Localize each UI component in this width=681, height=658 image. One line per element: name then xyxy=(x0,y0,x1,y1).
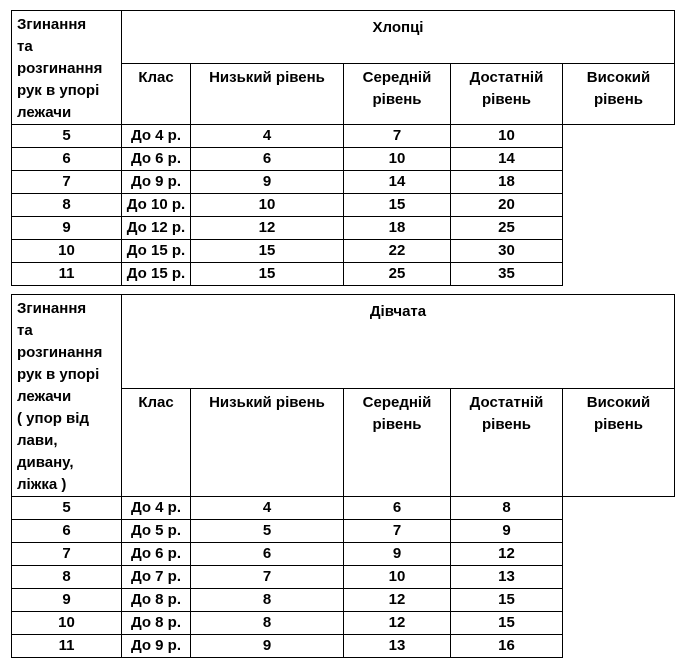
col-header-medium: Середній рівень xyxy=(344,389,451,497)
sufficient-level-cell: 18 xyxy=(344,217,451,240)
high-level-cell: 8 xyxy=(451,497,563,520)
exercise-label-line: лежачи xyxy=(17,104,72,121)
high-level-cell: 35 xyxy=(451,263,563,286)
high-level-cell: 13 xyxy=(451,566,563,589)
sufficient-level-cell: 12 xyxy=(344,589,451,612)
col-header-medium: Середній рівень xyxy=(344,64,451,125)
sufficient-level-cell: 6 xyxy=(344,497,451,520)
class-cell: 10 xyxy=(12,612,122,635)
low-level-cell: До 9 р. xyxy=(122,635,191,658)
class-cell: 5 xyxy=(12,497,122,520)
class-cell: 8 xyxy=(12,194,122,217)
medium-level-cell: 15 xyxy=(191,240,344,263)
sufficient-level-cell: 13 xyxy=(344,635,451,658)
exercise-label-line: ліжка ) xyxy=(17,476,67,493)
table-row xyxy=(12,543,675,566)
table-row xyxy=(12,497,675,520)
exercise-label xyxy=(17,298,121,496)
group-header-row xyxy=(12,295,675,389)
high-level-cell: 12 xyxy=(451,543,563,566)
high-level-cell: 18 xyxy=(451,171,563,194)
table-row xyxy=(12,635,675,658)
col-header-class: Клас xyxy=(122,389,191,497)
sufficient-level-cell: 7 xyxy=(344,520,451,543)
table-row xyxy=(12,240,675,263)
class-cell: 10 xyxy=(12,240,122,263)
medium-level-cell: 12 xyxy=(191,217,344,240)
class-cell: 11 xyxy=(12,635,122,658)
class-cell: 11 xyxy=(12,263,122,286)
table-row xyxy=(12,566,675,589)
low-level-cell: До 8 р. xyxy=(122,612,191,635)
girls-norms-table xyxy=(11,294,675,658)
class-cell: 6 xyxy=(12,520,122,543)
low-level-cell: До 5 р. xyxy=(122,520,191,543)
low-level-cell: До 9 р. xyxy=(122,171,191,194)
medium-level-cell: 4 xyxy=(191,125,344,148)
medium-level-cell: 6 xyxy=(191,148,344,171)
table-row xyxy=(12,589,675,612)
sufficient-level-cell: 22 xyxy=(344,240,451,263)
col-header-low: Низький рівень xyxy=(191,64,344,125)
high-level-cell: 15 xyxy=(451,612,563,635)
exercise-label-line: та xyxy=(17,38,33,55)
exercise-label-line: розгинання xyxy=(17,60,103,77)
high-level-cell: 9 xyxy=(451,520,563,543)
exercise-label-line: рук в упорі xyxy=(17,366,100,383)
class-cell: 5 xyxy=(12,125,122,148)
class-cell: 7 xyxy=(12,543,122,566)
sufficient-level-cell: 14 xyxy=(344,171,451,194)
class-cell: 8 xyxy=(12,566,122,589)
exercise-label-line: Згинання xyxy=(17,300,87,317)
table-row xyxy=(12,612,675,635)
low-level-cell: До 15 р. xyxy=(122,263,191,286)
high-level-cell: 30 xyxy=(451,240,563,263)
high-level-cell: 20 xyxy=(451,194,563,217)
sufficient-level-cell: 10 xyxy=(344,566,451,589)
table-row xyxy=(12,125,675,148)
sufficient-level-cell: 25 xyxy=(344,263,451,286)
high-level-cell: 14 xyxy=(451,148,563,171)
col-header-sufficient: Достатній рівень xyxy=(451,64,563,125)
exercise-label-line: лави, xyxy=(17,432,58,449)
exercise-label-line: ( упор від xyxy=(17,410,89,427)
group-title-girls: Дівчата xyxy=(122,295,675,389)
medium-level-cell: 4 xyxy=(191,497,344,520)
medium-level-cell: 10 xyxy=(191,194,344,217)
exercise-label-line: Згинання xyxy=(17,16,87,33)
low-level-cell: До 8 р. xyxy=(122,589,191,612)
exercise-label-cell xyxy=(12,295,122,497)
group-header-row xyxy=(12,11,675,64)
sufficient-level-cell: 7 xyxy=(344,125,451,148)
exercise-label-line: дивану, xyxy=(17,454,74,471)
exercise-label-line: рук в упорі xyxy=(17,82,100,99)
sufficient-level-cell: 15 xyxy=(344,194,451,217)
medium-level-cell: 5 xyxy=(191,520,344,543)
table-row xyxy=(12,194,675,217)
low-level-cell: До 12 р. xyxy=(122,217,191,240)
group-title-boys: Хлопці xyxy=(122,11,675,64)
low-level-cell: До 6 р. xyxy=(122,148,191,171)
table-row xyxy=(12,171,675,194)
col-header-high: Високий рівень xyxy=(563,64,675,125)
table-row xyxy=(12,148,675,171)
high-level-cell: 10 xyxy=(451,125,563,148)
exercise-label-cell xyxy=(12,11,122,125)
col-header-high: Високий рівень xyxy=(563,389,675,497)
low-level-cell: До 4 р. xyxy=(122,497,191,520)
low-level-cell: До 15 р. xyxy=(122,240,191,263)
medium-level-cell: 8 xyxy=(191,612,344,635)
class-cell: 6 xyxy=(12,148,122,171)
sufficient-level-cell: 9 xyxy=(344,543,451,566)
medium-level-cell: 9 xyxy=(191,635,344,658)
col-header-sufficient: Достатній рівень xyxy=(451,389,563,497)
table-row xyxy=(12,217,675,240)
high-level-cell: 25 xyxy=(451,217,563,240)
table-row xyxy=(12,520,675,543)
medium-level-cell: 15 xyxy=(191,263,344,286)
medium-level-cell: 6 xyxy=(191,543,344,566)
boys-norms-table xyxy=(11,10,675,286)
class-cell: 9 xyxy=(12,589,122,612)
sufficient-level-cell: 10 xyxy=(344,148,451,171)
medium-level-cell: 9 xyxy=(191,171,344,194)
low-level-cell: До 7 р. xyxy=(122,566,191,589)
medium-level-cell: 7 xyxy=(191,566,344,589)
col-header-class: Клас xyxy=(122,64,191,125)
exercise-label-line: лежачи xyxy=(17,388,72,405)
high-level-cell: 15 xyxy=(451,589,563,612)
class-cell: 7 xyxy=(12,171,122,194)
medium-level-cell: 8 xyxy=(191,589,344,612)
low-level-cell: До 6 р. xyxy=(122,543,191,566)
exercise-label-line: та xyxy=(17,322,33,339)
low-level-cell: До 4 р. xyxy=(122,125,191,148)
col-header-low: Низький рівень xyxy=(191,389,344,497)
class-cell: 9 xyxy=(12,217,122,240)
sufficient-level-cell: 12 xyxy=(344,612,451,635)
low-level-cell: До 10 р. xyxy=(122,194,191,217)
table-row xyxy=(12,263,675,286)
high-level-cell: 16 xyxy=(451,635,563,658)
exercise-label xyxy=(17,14,121,124)
exercise-label-line: розгинання xyxy=(17,344,103,361)
